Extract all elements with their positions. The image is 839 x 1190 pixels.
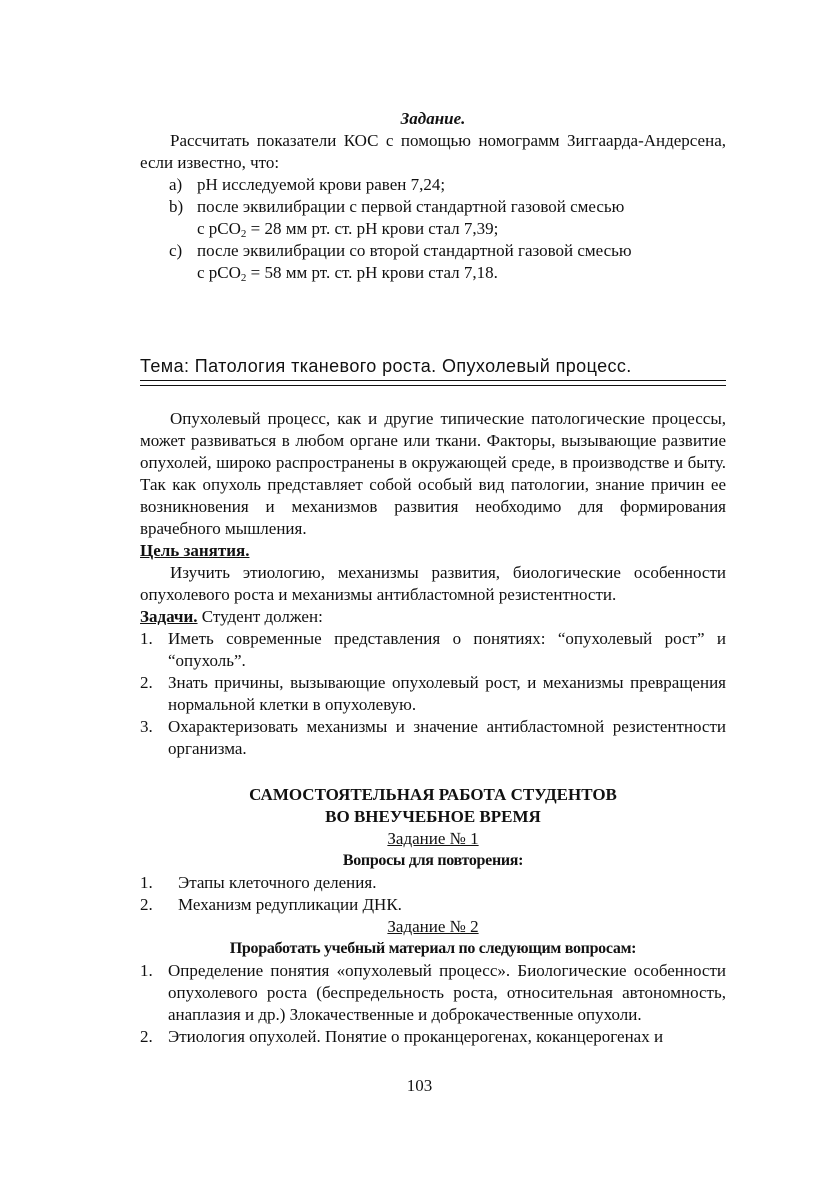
goal-heading: Цель занятия. (140, 541, 250, 560)
list-item-text: Иметь современные представления о понятиях: “опухолевый рост” и “опухоль”. (168, 629, 726, 670)
list-item-text: после эквилибрации с первой стандартной газовой смесью (197, 197, 625, 216)
formula-rest: = 58 мм рт. ст. pH крови стал 7,18. (246, 263, 498, 282)
list-marker: 2. (140, 1027, 153, 1046)
list-item (140, 960, 726, 1026)
list-marker: 1. (140, 873, 153, 892)
list-item-text: Этапы клеточного деления. (178, 873, 377, 892)
task1-list (140, 872, 726, 916)
list-marker: b) (169, 197, 184, 216)
task2-list (140, 960, 726, 1048)
tasks-line (140, 606, 726, 628)
list-item-text: после эквилибрации со второй стандартной газовой смесью (197, 241, 632, 260)
list-item-text: Механизм редупликации ДНК. (178, 895, 402, 914)
goal-text: Изучить этиологию, механизмы развития, биологические особенности опухолевого роста и механизмы антибластомной резистентности. (140, 563, 726, 604)
list-item (140, 174, 726, 196)
list-item-text: Этиология опухолей. Понятие о проканцерогенах, коканцерогенах и (168, 1027, 664, 1046)
task1-heading: Вопросы для повторения: (342, 852, 524, 869)
topic-title: Тема: Патология тканевого роста. Опухолевый процесс. (140, 354, 726, 381)
list-item (140, 628, 726, 672)
subscript: 2 (240, 228, 247, 240)
task1-label: Задание № 1 (387, 829, 479, 848)
list-marker: 2. (140, 673, 153, 692)
tasks-heading: Задачи. (140, 607, 198, 626)
section-title-line2: ВО ВНЕУЧЕБНОЕ ВРЕМЯ (325, 807, 541, 826)
task2-heading: Проработать учебный материал по следующим вопросам: (229, 940, 637, 957)
list-item (140, 872, 726, 894)
intro-paragraph: Опухолевый процесс, как и другие типические патологические процессы, может развиваться в любом органе или ткани. Факторы, вызывающие развитие опухолей, широко распространены в окружающей среде, в производстве и быту. Так как опухоль представляет собой особый вид патологии, знание причин ее возникновения и механизмов развития необходимо для формирования врачебного мышления. (140, 409, 726, 538)
list-item (140, 1026, 726, 1048)
list-item-text: pH исследуемой крови равен 7,24; (197, 175, 446, 194)
list-marker: 3. (140, 717, 153, 736)
list-item (140, 716, 726, 760)
task-title: Задание. (400, 109, 466, 128)
list-item (140, 240, 726, 284)
list-item (140, 672, 726, 716)
list-item-text: Определение понятия «опухолевый процесс». Биологические особенности опухолевого роста (беспредельность роста, относительная автономность, анаплазия и др.) Злокачественные и доброкачественные опухоли. (168, 961, 726, 1024)
section-title-line1: САМОСТОЯТЕЛЬНАЯ РАБОТА СТУДЕНТОВ (249, 785, 617, 804)
task2-label: Задание № 2 (387, 917, 479, 936)
list-marker: 2. (140, 895, 153, 914)
formula-rest: = 28 мм рт. ст. pH крови стал 7,39; (246, 219, 499, 238)
list-marker: c) (169, 241, 183, 260)
list-marker: a) (169, 175, 183, 194)
list-item (140, 196, 726, 240)
task-conditions-list (140, 174, 726, 284)
list-marker: 1. (140, 629, 153, 648)
task-intro: Рассчитать показатели КОС с помощью номограмм Зиггаарда-Андерсена, если известно, что: (140, 131, 726, 172)
list-item-text: Охарактеризовать механизмы и значение антибластомной резистентности организма. (168, 717, 726, 758)
tasks-list (140, 628, 726, 760)
formula-prefix: с pCO (197, 263, 241, 282)
formula-prefix: с pCO (197, 219, 241, 238)
subscript: 2 (240, 272, 247, 284)
list-item (140, 894, 726, 916)
tasks-lead: Студент должен: (197, 607, 323, 626)
page-number: 103 (406, 1076, 433, 1095)
page-content (140, 108, 726, 1048)
list-item-text: Знать причины, вызывающие опухолевый рост, и механизмы превращения нормальной клетки в опухолевую. (168, 673, 726, 714)
list-marker: 1. (140, 961, 153, 980)
